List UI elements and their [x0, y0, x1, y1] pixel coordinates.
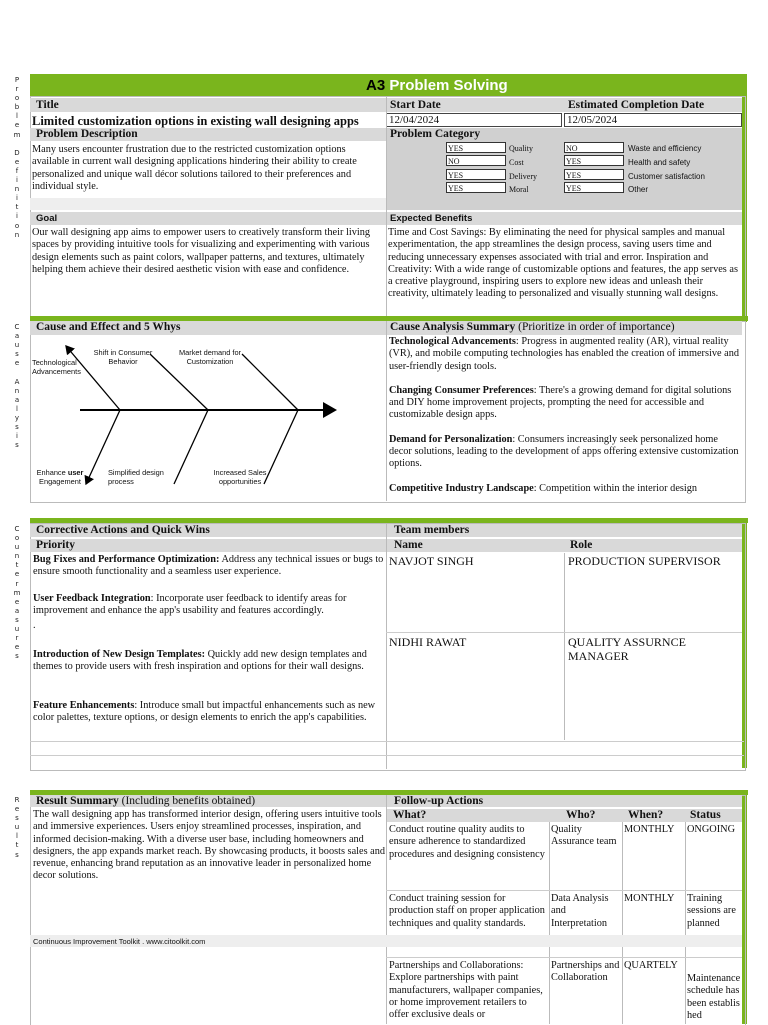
cause-summary-item: Technological Advancements: Progress in augmented reality (AR), virtual reality (VR), and mobile computing technologies has enabled the creation of immersive and user-friendly design tools.: [389, 336, 739, 372]
fishbone-label-sales: Increased Sales opportunities: [213, 468, 267, 486]
followup-who: Partnerships and Collaboration: [551, 960, 620, 984]
priority-header: Priority: [30, 539, 386, 552]
fishbone-label-consumer: Shift in Consumer Behavior: [93, 348, 153, 366]
followup-col-when: When?: [628, 809, 664, 821]
followup-col-who: Who?: [566, 809, 596, 821]
team-members-header: Team members: [386, 524, 742, 537]
title-value: Limited customization options in existing wall designing apps: [32, 114, 359, 128]
team-member-role: PRODUCTION SUPERVISOR: [568, 554, 721, 568]
divider: [564, 553, 565, 740]
row-divider: [386, 632, 742, 633]
followup-when: MONTHLY: [624, 893, 675, 904]
toolkit-footer: Continuous Improvement Toolkit . www.citoolkit.com: [33, 937, 206, 946]
team-role-header: Role: [564, 539, 742, 552]
category-label-quality: Quality: [509, 144, 533, 153]
side-label-countermeasures: C o u n t e r m e a s u r e s: [13, 525, 21, 661]
cause-summary-item: Changing Consumer Preferences: There's a growing demand for digital solutions and DIY home improvement projects, prompting the need for accessible and customizable design apps.: [389, 384, 732, 421]
category-checkbox-customer[interactable]: YES: [564, 169, 624, 180]
followup-header: Follow-up Actions: [386, 795, 742, 807]
followup-status: ONGOING: [687, 824, 736, 835]
corrective-action-item: User Feedback Integration: Incorporate user feedback to identify areas for improvement and enhance the app's usability and features accordingly.: [33, 593, 347, 617]
problem-description-header: Problem Description: [30, 128, 386, 141]
problem-category-label: Problem Category: [390, 128, 481, 140]
result-summary-text: The wall designing app has transformed interior design, offering users intuitive tools and immersive experiences. Users enjoy streamlined processes, inspiration, and informed decision-making. With a diverse user base, including homeowners and designers, the app expands market reach. By showcasing products, it boosts sales and revenue, enhancing brand reputation as an innovative leader in personalized home decor solutions.: [33, 809, 386, 882]
completion-date-label: Estimated Completion Date: [568, 99, 705, 111]
goal-text: Our wall designing app aims to empower users to creatively transform their living spaces by providing intuitive tools for visualizing and experimenting with various design elements such as paint colors, wallpaper patterns, and textures, ultimately helping them achieve their desired aesthetic vision with ease and confidence.: [32, 227, 370, 275]
category-checkbox-cost[interactable]: NO: [446, 155, 506, 166]
expected-benefits-text: Time and Cost Savings: By eliminating the need for physical samples and manual experimentation, the app streamlines the design process, saving users time and reducing unnecessary expenses associated with trial and error. Inspiration and Creativity: With a wide range of customizable options and features, the app serves as a creative playground, inspiring users to explore new ideas and unleash their creativity, ultimately leading to personalized and visually stunning wall designs.: [388, 227, 738, 300]
followup-columns-row: [386, 809, 742, 822]
cause-summary-list: [389, 336, 741, 500]
category-label-health: Health and safety: [628, 158, 691, 167]
divider: [622, 822, 623, 1024]
result-summary-header: Result Summary (Including benefits obtained): [30, 795, 386, 807]
category-checkbox-quality[interactable]: YES: [446, 142, 506, 153]
cause-summary-header: Cause Analysis Summary (Prioritize in order of importance): [386, 321, 742, 335]
category-checkbox-delivery[interactable]: YES: [446, 169, 506, 180]
followup-spacer: [386, 935, 742, 947]
cause-summary-item: Demand for Personalization: Consumers increasingly seek personalized home decor solutions, leading to the development of apps offering extensive customization options.: [389, 433, 739, 470]
cause-summary-item: Competitive Industry Landscape: Competition within the interior design: [389, 482, 698, 494]
fishbone-bone: [242, 354, 298, 410]
problem-description-spacer: [30, 198, 386, 210]
category-label-moral: Moral: [509, 185, 529, 194]
corrective-action-item: Introduction of New Design Templates: Quickly add new design templates and themes to provide users with fresh inspiration and options for their wall designs.: [33, 649, 367, 673]
fishbone-bone: [174, 410, 208, 484]
divider: [386, 96, 387, 318]
corrective-action-dot: .: [33, 620, 36, 631]
category-checkbox-moral[interactable]: YES: [446, 182, 506, 193]
category-label-cost: Cost: [509, 158, 524, 167]
corrective-actions-header: Corrective Actions and Quick Wins: [30, 524, 386, 537]
category-label-other: Other: [628, 185, 649, 194]
fishbone-label-engagement: Enhance user Engagement: [36, 468, 84, 486]
fishbone-label-market: Market demand for Customization: [178, 348, 242, 366]
team-member-name: NAVJOT SINGH: [389, 554, 474, 568]
category-checkbox-waste[interactable]: NO: [564, 142, 624, 153]
row-divider: [30, 741, 744, 742]
cause-effect-header: Cause and Effect and 5 Whys: [30, 321, 386, 335]
divider: [386, 321, 387, 501]
divider: [549, 822, 550, 1024]
divider: [386, 795, 387, 1024]
corrective-action-item: Feature Enhancements: Introduce small but impactful enhancements such as new color palettes, texture options, or design elements to enrich the app's capabilities.: [33, 700, 376, 724]
followup-what: Conduct training session for production staff on proper application techniques and quality standards.: [389, 893, 545, 929]
category-label-customer: Customer satisfaction: [628, 172, 705, 181]
problem-description-text: Many users encounter frustration due to the restricted customization options available in current wall designing applications hindering their ability to create personalized and unique wall décor solutions tailored to their preferences and individual style.: [32, 144, 357, 192]
completion-date-value: 12/05/2024: [564, 113, 742, 127]
start-date-value: 12/04/2024: [386, 113, 562, 127]
title-label: Title: [36, 99, 59, 111]
row-divider: [386, 957, 742, 958]
category-checkbox-other[interactable]: YES: [564, 182, 624, 193]
category-label-delivery: Delivery: [509, 172, 537, 181]
followup-who: Data Analysis and Interpretation: [551, 893, 609, 929]
followup-status: Maintenance schedule has been established: [687, 973, 741, 1021]
start-date-label: Start Date: [390, 99, 441, 111]
team-member-role: QUALITY ASSURNCE MANAGER: [568, 635, 686, 663]
row-divider: [386, 890, 742, 891]
divider: [685, 822, 686, 1024]
followup-what: Partnerships and Collaborations: Explore partnerships with paint manufacturers, wallpaper companies, or home improvement retailers to offer exclusive deals or: [389, 960, 543, 1021]
team-name-header: Name: [386, 539, 564, 552]
followup-when: QUARTELY: [624, 960, 678, 971]
page-title: A3 Problem Solving: [366, 77, 508, 94]
followup-when: MONTHLY: [624, 824, 675, 835]
side-label-results: R e s u l t s: [14, 796, 20, 859]
followup-who: Quality Assurance team: [551, 824, 617, 848]
category-checkbox-health[interactable]: YES: [564, 155, 624, 166]
team-member-name: NIDHI RAWAT: [389, 635, 467, 649]
goal-header: Goal: [30, 212, 386, 225]
category-label-waste: Waste and efficiency: [628, 144, 702, 153]
divider: [386, 523, 387, 769]
row-divider: [30, 755, 744, 756]
followup-col-status: Status: [690, 809, 721, 821]
corrective-action-item: Bug Fixes and Performance Optimization: Address any technical issues or bugs to ensure smooth functionality and a seamless user experience.: [33, 554, 384, 578]
fishbone-label-design: Simplified design process: [108, 468, 164, 486]
fishbone-label-technology: Technological Advancements: [32, 358, 81, 376]
followup-what: Conduct routine quality audits to ensure adherence to standardized procedures and designing consistency: [389, 824, 545, 860]
side-label-cause-analysis: C a u s e A n a l y s i s: [14, 323, 20, 450]
side-label-problem-definition: P r o b l e m D e f i n i t i o n: [13, 76, 21, 239]
followup-col-what: What?: [393, 809, 427, 821]
expected-benefits-header: Expected Benefits: [386, 212, 742, 225]
followup-status: Training sessions are planned: [687, 893, 736, 929]
